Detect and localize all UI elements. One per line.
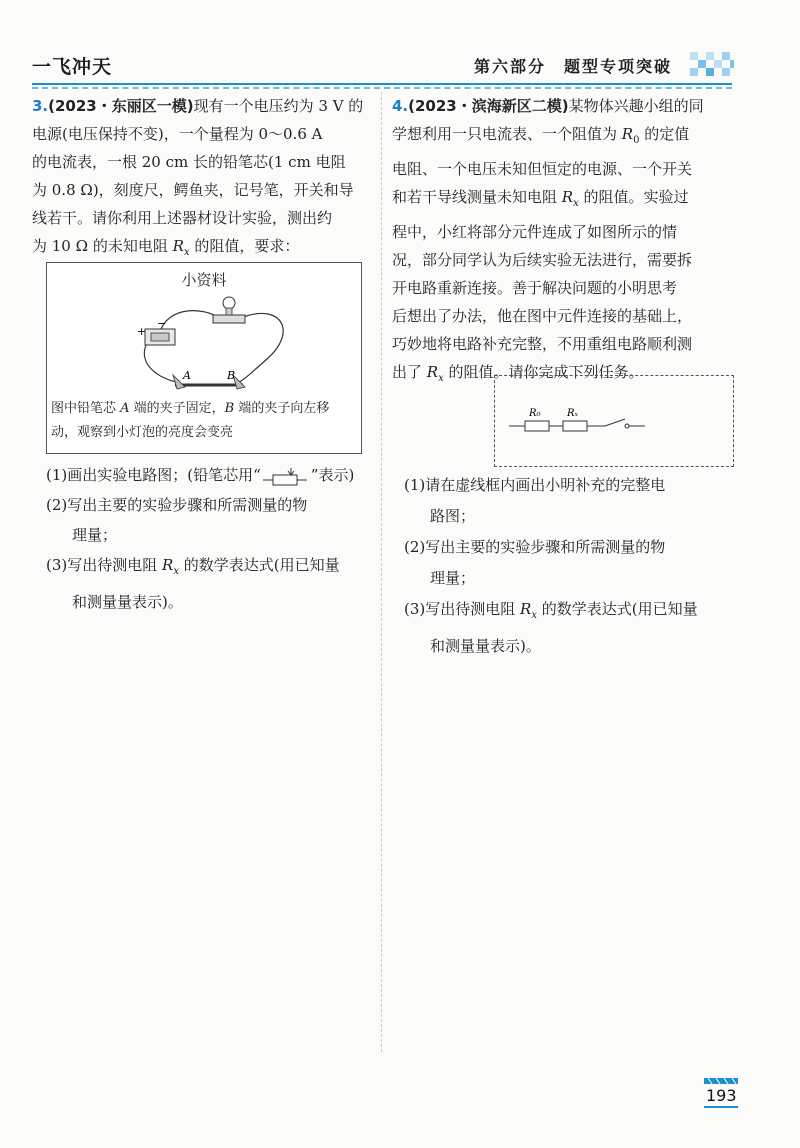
symbol-rx-sub: x [173,566,179,577]
symbol-r0-sub: 0 [633,135,640,146]
pencil-lead-symbol-icon [261,466,311,486]
question-text: 为 0.8 Ω)，刻度尺，鳄鱼夹，记号笔，开关和导 [32,181,354,199]
battery-minus-label: − [157,317,167,330]
question-text: 程中，小红将部分元件连成了如图所示的情 [392,223,678,241]
bulb-icon [213,297,245,323]
question-source: (2023・东丽区一模) [48,97,194,115]
subquestion-2-cont: 理量； [430,569,476,587]
subquestion-text: ”表示) [310,466,355,484]
reference-figure [46,262,362,454]
question-text: 的阻值，要求： [189,237,300,255]
page-header [0,0,800,90]
question-3 [32,92,372,267]
question-text: 后想出了办法，他在图中元件连接的基础上， [392,307,693,325]
subquestion-text: (3)写出待测电阻 [46,556,163,574]
subquestion-1 [46,460,376,490]
question-3-subparts [46,460,376,617]
question-source: (2023・滨海新区二模) [408,97,569,115]
question-text: 的定值 [639,125,690,143]
circuit-illustration [47,263,361,393]
subquestion-2: (2)写出主要的实验步骤和所需测量的物 [46,496,308,514]
figure-caption [51,397,357,445]
symbol-rx: R [172,237,184,255]
subquestion-text: (3)写出待测电阻 [404,600,521,618]
subquestion-3 [46,550,376,587]
figure-title: 小资料 [181,271,227,289]
symbol-rx-sub: x [531,610,537,621]
question-text: 的阻值。实验过 [578,188,689,206]
subquestion-1: (1)请在虚线框内画出小明补充的完整电 [404,476,666,494]
caption-label-b: B [224,401,235,416]
question-4-subparts [404,470,738,662]
question-text: 出了 [392,363,427,381]
question-text: 为 10 Ω 的未知电阻 [32,237,173,255]
battery-icon [145,329,175,345]
question-4 [392,92,742,393]
label-rx: Rₓ [567,408,579,419]
caption-text: 端的夹子固定， [129,401,225,416]
question-text: 的阻值。请你完成下列任务。 [443,363,644,381]
question-text: 现有一个电压约为 3 V 的 [193,97,364,115]
symbol-rx-sub: x [183,247,190,258]
brand-logo: 一飞冲天 [32,56,113,78]
subquestion-2-cont: 理量； [72,526,118,544]
question-number: 4. [392,97,409,115]
question-text: 某物体兴趣小组的同 [568,97,704,115]
page-number: 193 [706,1086,737,1105]
column-divider [381,92,382,1052]
question-text: 线若干。请你利用上述器材设计实验，测出约 [32,209,333,227]
battery-plus-label: + [137,325,147,338]
resistor-rx [563,421,587,431]
question-text: 开电路重新连接。善于解决问题的小明思考 [392,279,678,297]
symbol-rx-sub: x [573,198,579,209]
symbol-rx: R [520,600,532,618]
subquestion-3-cont: 和测量量表示)。 [72,593,183,611]
symbol-r0: R [621,125,634,143]
symbol-rx-sub: x [438,373,444,384]
subquestion-2: (2)写出主要的实验步骤和所需测量的物 [404,538,666,556]
symbol-rx: R [162,556,174,574]
circuit-drawing-box [494,375,734,467]
caption-text: 图中铅笔芯 [51,401,121,416]
question-text: 和若干导线测量未知电阻 [392,188,562,206]
section-title: 第六部分 题型专项突破 [474,57,673,76]
question-text: 电源(电压保持不变)，一个量程为 0～0.6 A [32,125,323,143]
label-a: A [183,369,191,382]
question-number: 3. [32,97,49,115]
resistor-r0 [525,421,549,431]
subquestion-text: 的数学表达式(用已知量 [178,556,340,574]
caption-text: 端的夹子向左移 [234,401,330,416]
question-text: 巧妙地将电路补充完整，不用重组电路顺利测 [392,335,693,353]
header-dash-rule [32,87,732,89]
label-b: B [227,369,236,382]
question-text: 的电流表，一根 20 cm 长的铅笔芯(1 cm 电阻 [32,153,346,171]
subquestion-3-cont: 和测量量表示)。 [430,637,541,655]
caption-label-a: A [120,401,130,416]
header-rule [32,83,732,85]
label-r0: R₀ [529,408,541,419]
question-text: 电阻、一个电压未知但恒定的电源、一个开关 [392,160,693,178]
question-text: 况，部分同学认为后续实验无法进行，需要拆 [392,251,693,269]
subquestion-text: (1)画出实验电路图；(铅笔芯用“ [46,466,261,484]
symbol-rx: R [426,363,439,381]
symbol-rx: R [561,188,574,206]
switch-icon [605,419,625,426]
caption-text: 动，观察到小灯泡的亮度会变亮 [51,425,234,440]
partial-circuit-diagram [495,376,733,466]
question-text: 学想利用一只电流表、一个阻值为 [392,125,622,143]
checker-decoration-icon [690,52,734,82]
subquestion-1-cont: 路图； [430,507,476,525]
subquestion-text: 的数学表达式(用已知量 [536,600,698,618]
subquestion-3 [404,594,738,631]
